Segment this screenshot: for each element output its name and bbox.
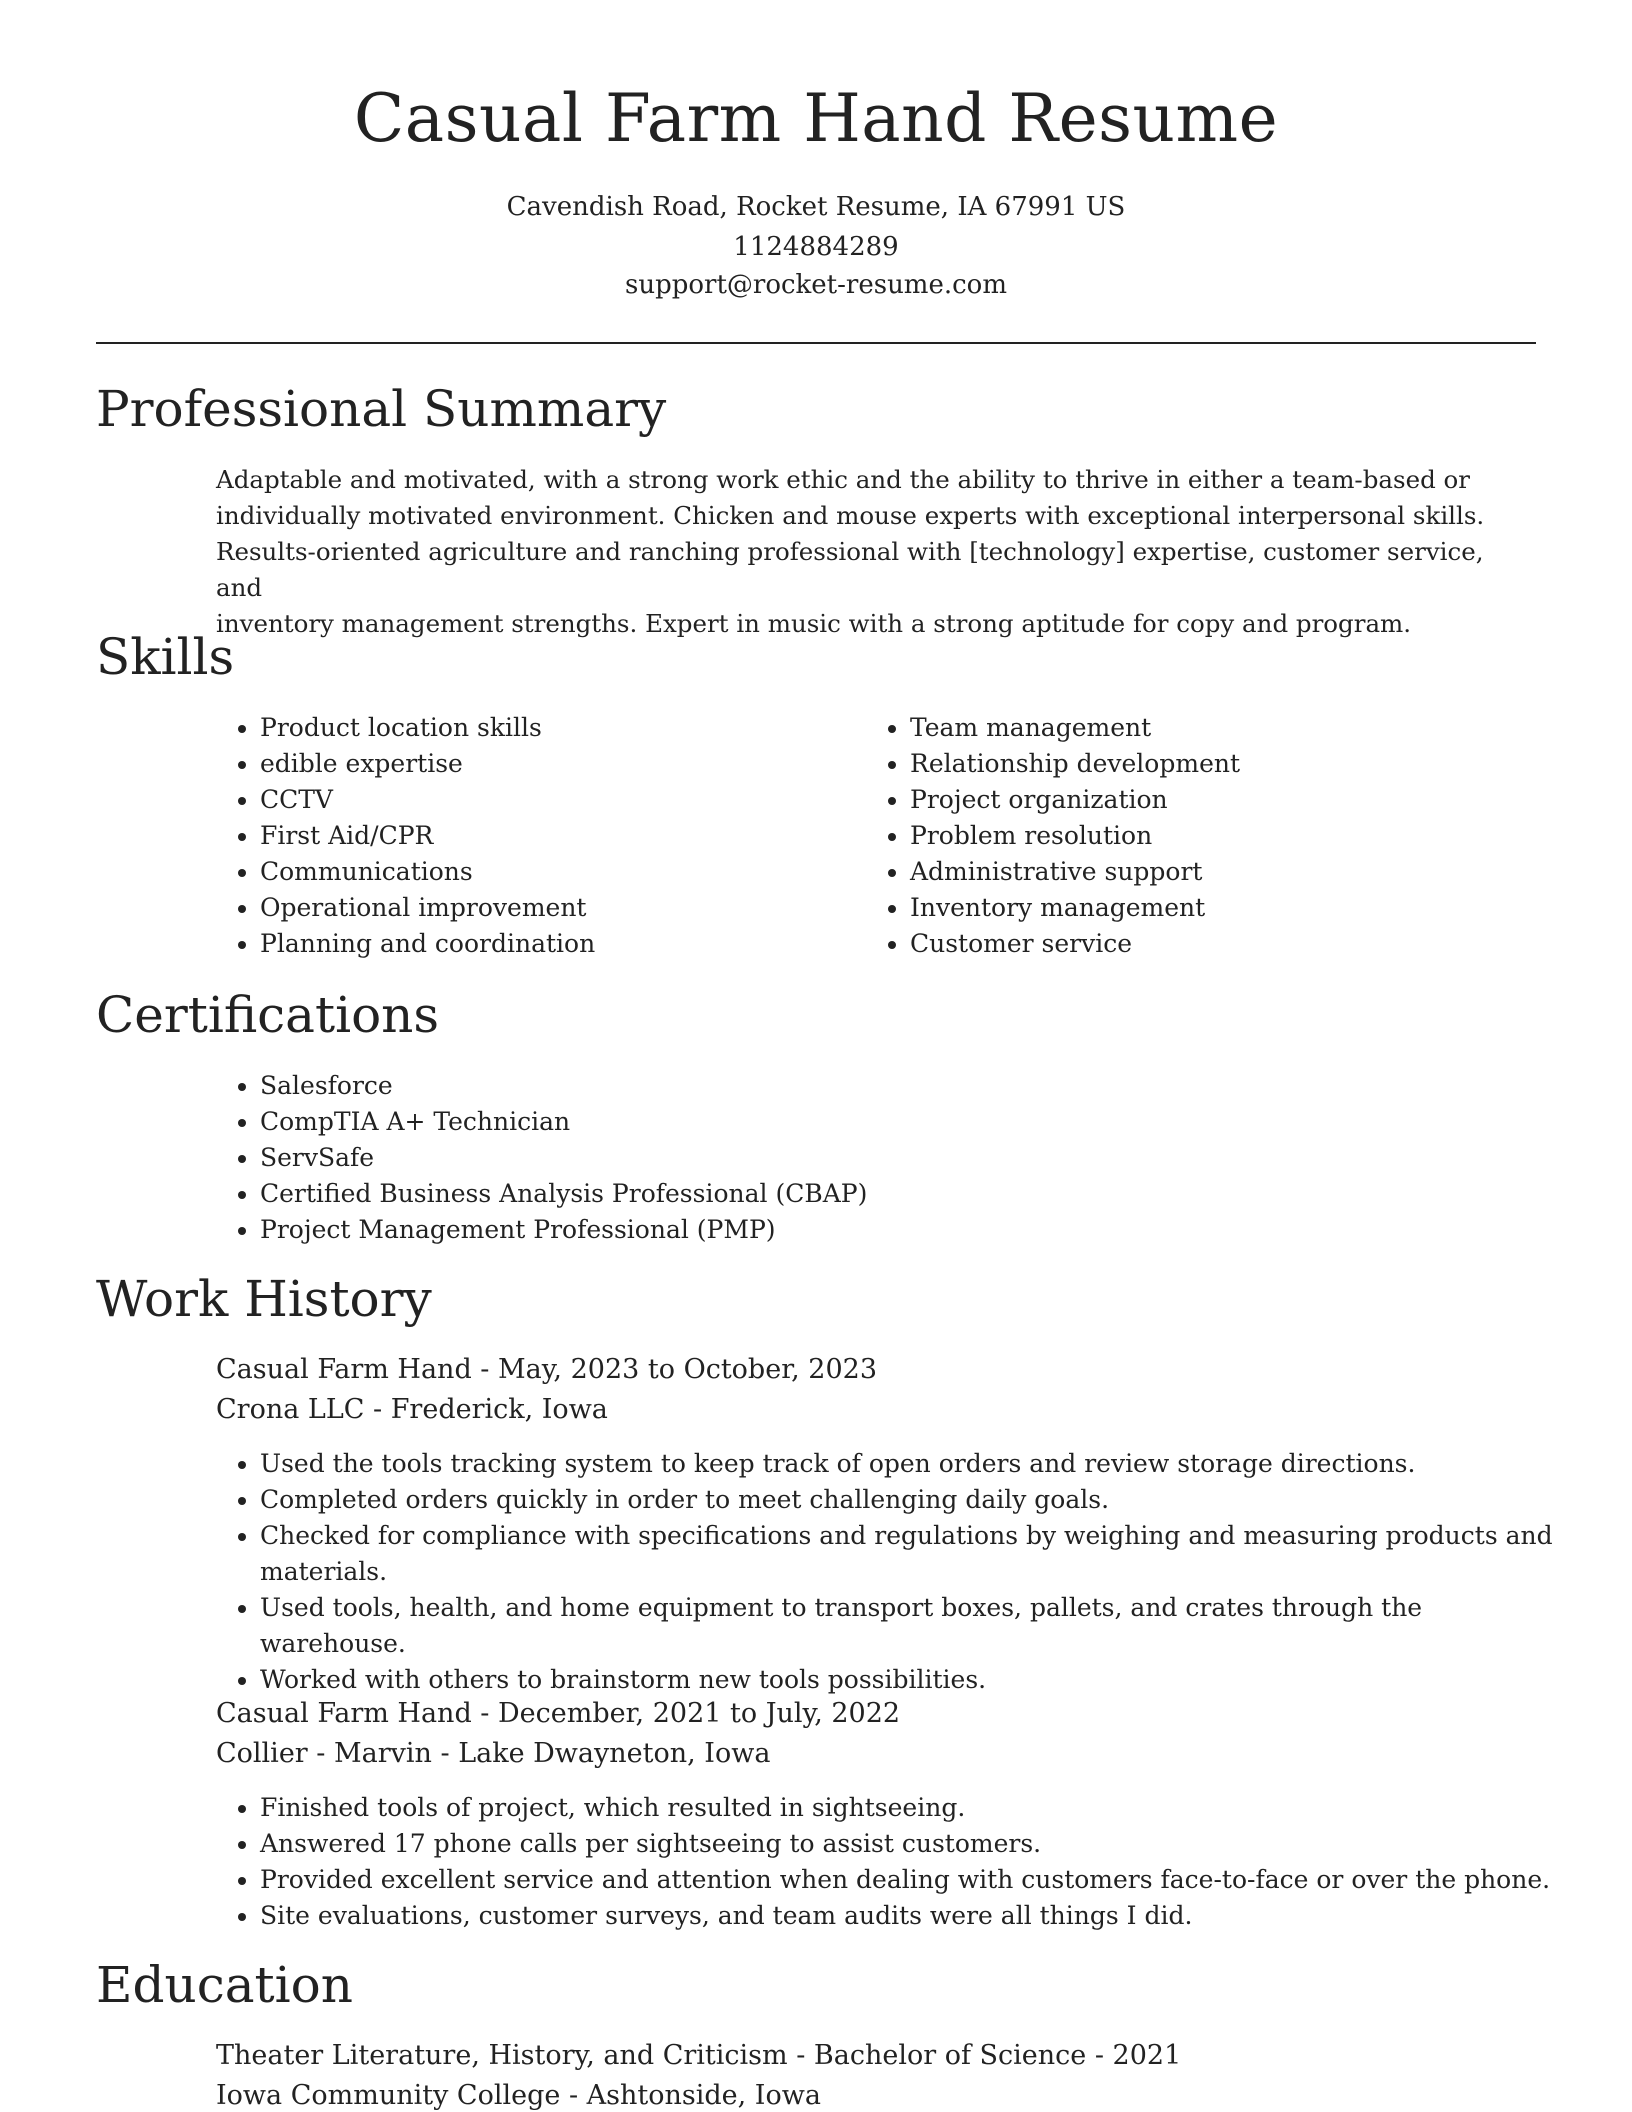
job-bullet: • Used tools, health, and home equipment to transport boxes, pallets, and crates through the warehouse.: [260, 1590, 1560, 1662]
job-bullet: • Used the tools tracking system to keep track of open orders and review storage directions.: [260, 1446, 1560, 1482]
job-bullet: • Site evaluations, customer surveys, and team audits were all things I did.: [260, 1898, 1560, 1934]
certification-item: • Salesforce: [260, 1068, 1560, 1104]
summary-line: inventory management strengths. Expert in music with a strong aptitude for copy and program.: [216, 609, 1412, 638]
education-school-line: Iowa Community College - Ashtonside, Iowa: [216, 2080, 821, 2111]
job-bullets: [216, 1790, 1560, 1934]
summary-text: [216, 462, 1516, 642]
skill-item: • CCTV: [260, 782, 820, 818]
skill-item: • Inventory management: [910, 890, 1530, 926]
job-title-line: Casual Farm Hand - December, 2021 to July, 2022: [216, 1698, 901, 1729]
work-heading: Work History: [96, 1270, 432, 1328]
skill-item: • Communications: [260, 854, 820, 890]
job-bullet: • Provided excellent service and attention when dealing with customers face-to-face or over the phone.: [260, 1862, 1560, 1898]
job-title-line: Casual Farm Hand - May, 2023 to October, 2023: [216, 1354, 878, 1385]
summary-heading: Professional Summary: [96, 380, 667, 438]
contact-phone: 1124884289: [733, 232, 899, 262]
skill-item: • Administrative support: [910, 854, 1530, 890]
resume-title: Casual Farm Hand Resume: [353, 80, 1279, 157]
skill-item: • edible expertise: [260, 746, 820, 782]
skill-item: • Problem resolution: [910, 818, 1530, 854]
certification-item: • Project Management Professional (PMP): [260, 1212, 1560, 1248]
summary-line: Results-oriented agriculture and ranching professional with [technology] expertise, customer service, and: [216, 537, 1484, 602]
job-bullet: • Worked with others to brainstorm new tools possibilities.: [260, 1662, 1560, 1698]
contact-email: support@rocket-resume.com: [624, 270, 1007, 300]
certifications-heading: Certifications: [96, 986, 440, 1044]
job-bullets: [216, 1446, 1560, 1698]
skill-item: • Project organization: [910, 782, 1530, 818]
skill-item: • First Aid/CPR: [260, 818, 820, 854]
skill-item: • Relationship development: [910, 746, 1530, 782]
education-degree-line: Theater Literature, History, and Criticism - Bachelor of Science - 2021: [216, 2040, 1182, 2071]
certification-item: • Certified Business Analysis Professional (CBAP): [260, 1176, 1560, 1212]
skill-item: • Product location skills: [260, 710, 820, 746]
header-divider: [96, 342, 1536, 344]
certifications-list: [216, 1068, 1560, 1248]
certification-item: • ServSafe: [260, 1140, 1560, 1176]
skill-item: • Team management: [910, 710, 1530, 746]
job-bullet: • Finished tools of project, which resulted in sightseeing.: [260, 1790, 1560, 1826]
skills-list-right: [866, 710, 1530, 962]
contact-address: Cavendish Road, Rocket Resume, IA 67991 US: [506, 192, 1126, 222]
certification-item: • CompTIA A+ Technician: [260, 1104, 1560, 1140]
summary-line: Adaptable and motivated, with a strong work ethic and the ability to thrive in either a team-based or: [216, 465, 1471, 494]
skill-item: • Operational improvement: [260, 890, 820, 926]
skills-heading: Skills: [96, 628, 235, 686]
job-company-line: Collier - Marvin - Lake Dwayneton, Iowa: [216, 1738, 771, 1769]
education-heading: Education: [96, 1956, 353, 2014]
skill-item: • Planning and coordination: [260, 926, 820, 962]
job-bullet: • Answered 17 phone calls per sightseeing to assist customers.: [260, 1826, 1560, 1862]
skill-item: • Customer service: [910, 926, 1530, 962]
job-bullet: • Completed orders quickly in order to meet challenging daily goals.: [260, 1482, 1560, 1518]
summary-line: individually motivated environment. Chicken and mouse experts with exceptional interpersonal skills.: [216, 501, 1485, 530]
job-company-line: Crona LLC - Frederick, Iowa: [216, 1394, 608, 1425]
job-bullet: • Checked for compliance with specifications and regulations by weighing and measuring products and materials.: [260, 1518, 1560, 1590]
skills-list-left: [216, 710, 820, 962]
